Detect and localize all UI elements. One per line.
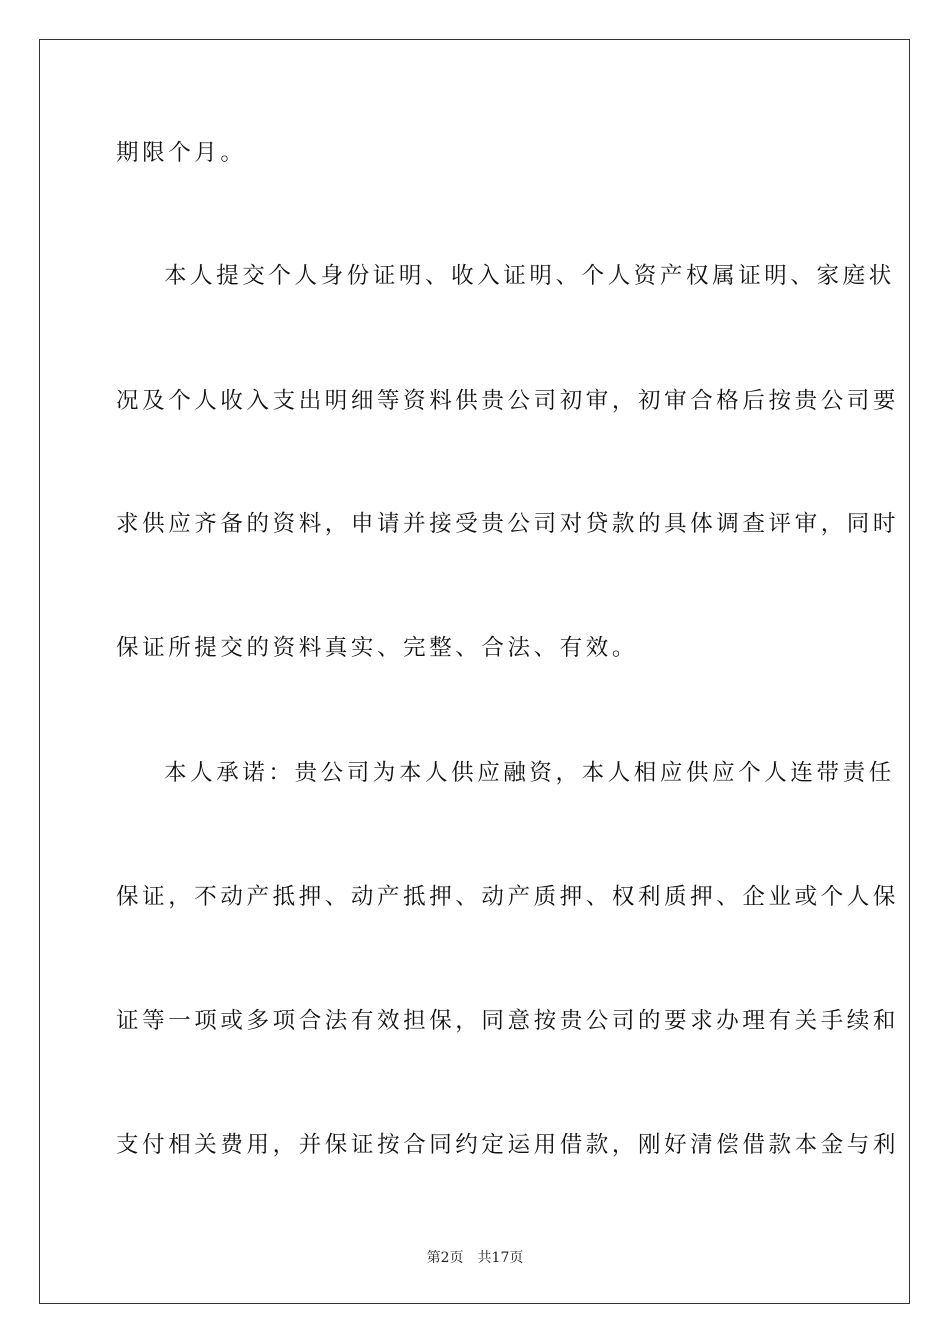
text-line: 保证所提交的资料真实、完整、合法、有效。 [116,635,639,661]
paragraph-start-line: 本人提交个人身份证明、收入证明、个人资产权属证明、家庭状 [164,263,895,289]
text-line: 支付相关费用，并保证按合同约定运用借款，刚好清偿借款本金与利 [116,1132,900,1158]
page-total: 共17页 [477,1250,524,1266]
paragraph-start-line: 本人承诺：贵公司为本人供应融资，本人相应供应个人连带责任 [164,760,895,786]
page-footer [0,1249,950,1267]
text-line: 证等一项或多项合法有效担保，同意按贵公司的要求办理有关手续和 [116,1008,900,1034]
page-frame [39,39,910,1304]
text-line: 期限个月。 [116,140,247,166]
text-line: 求供应齐备的资料，申请并接受贵公司对贷款的具体调查评审，同时 [116,511,900,537]
page-number: 第2页 [426,1250,464,1266]
text-line: 保证，不动产抵押、动产抵押、动产质押、权利质押、企业或个人保 [116,884,900,910]
text-line: 况及个人收入支出明细等资料供贵公司初审，初审合格后按贵公司要 [116,388,900,414]
